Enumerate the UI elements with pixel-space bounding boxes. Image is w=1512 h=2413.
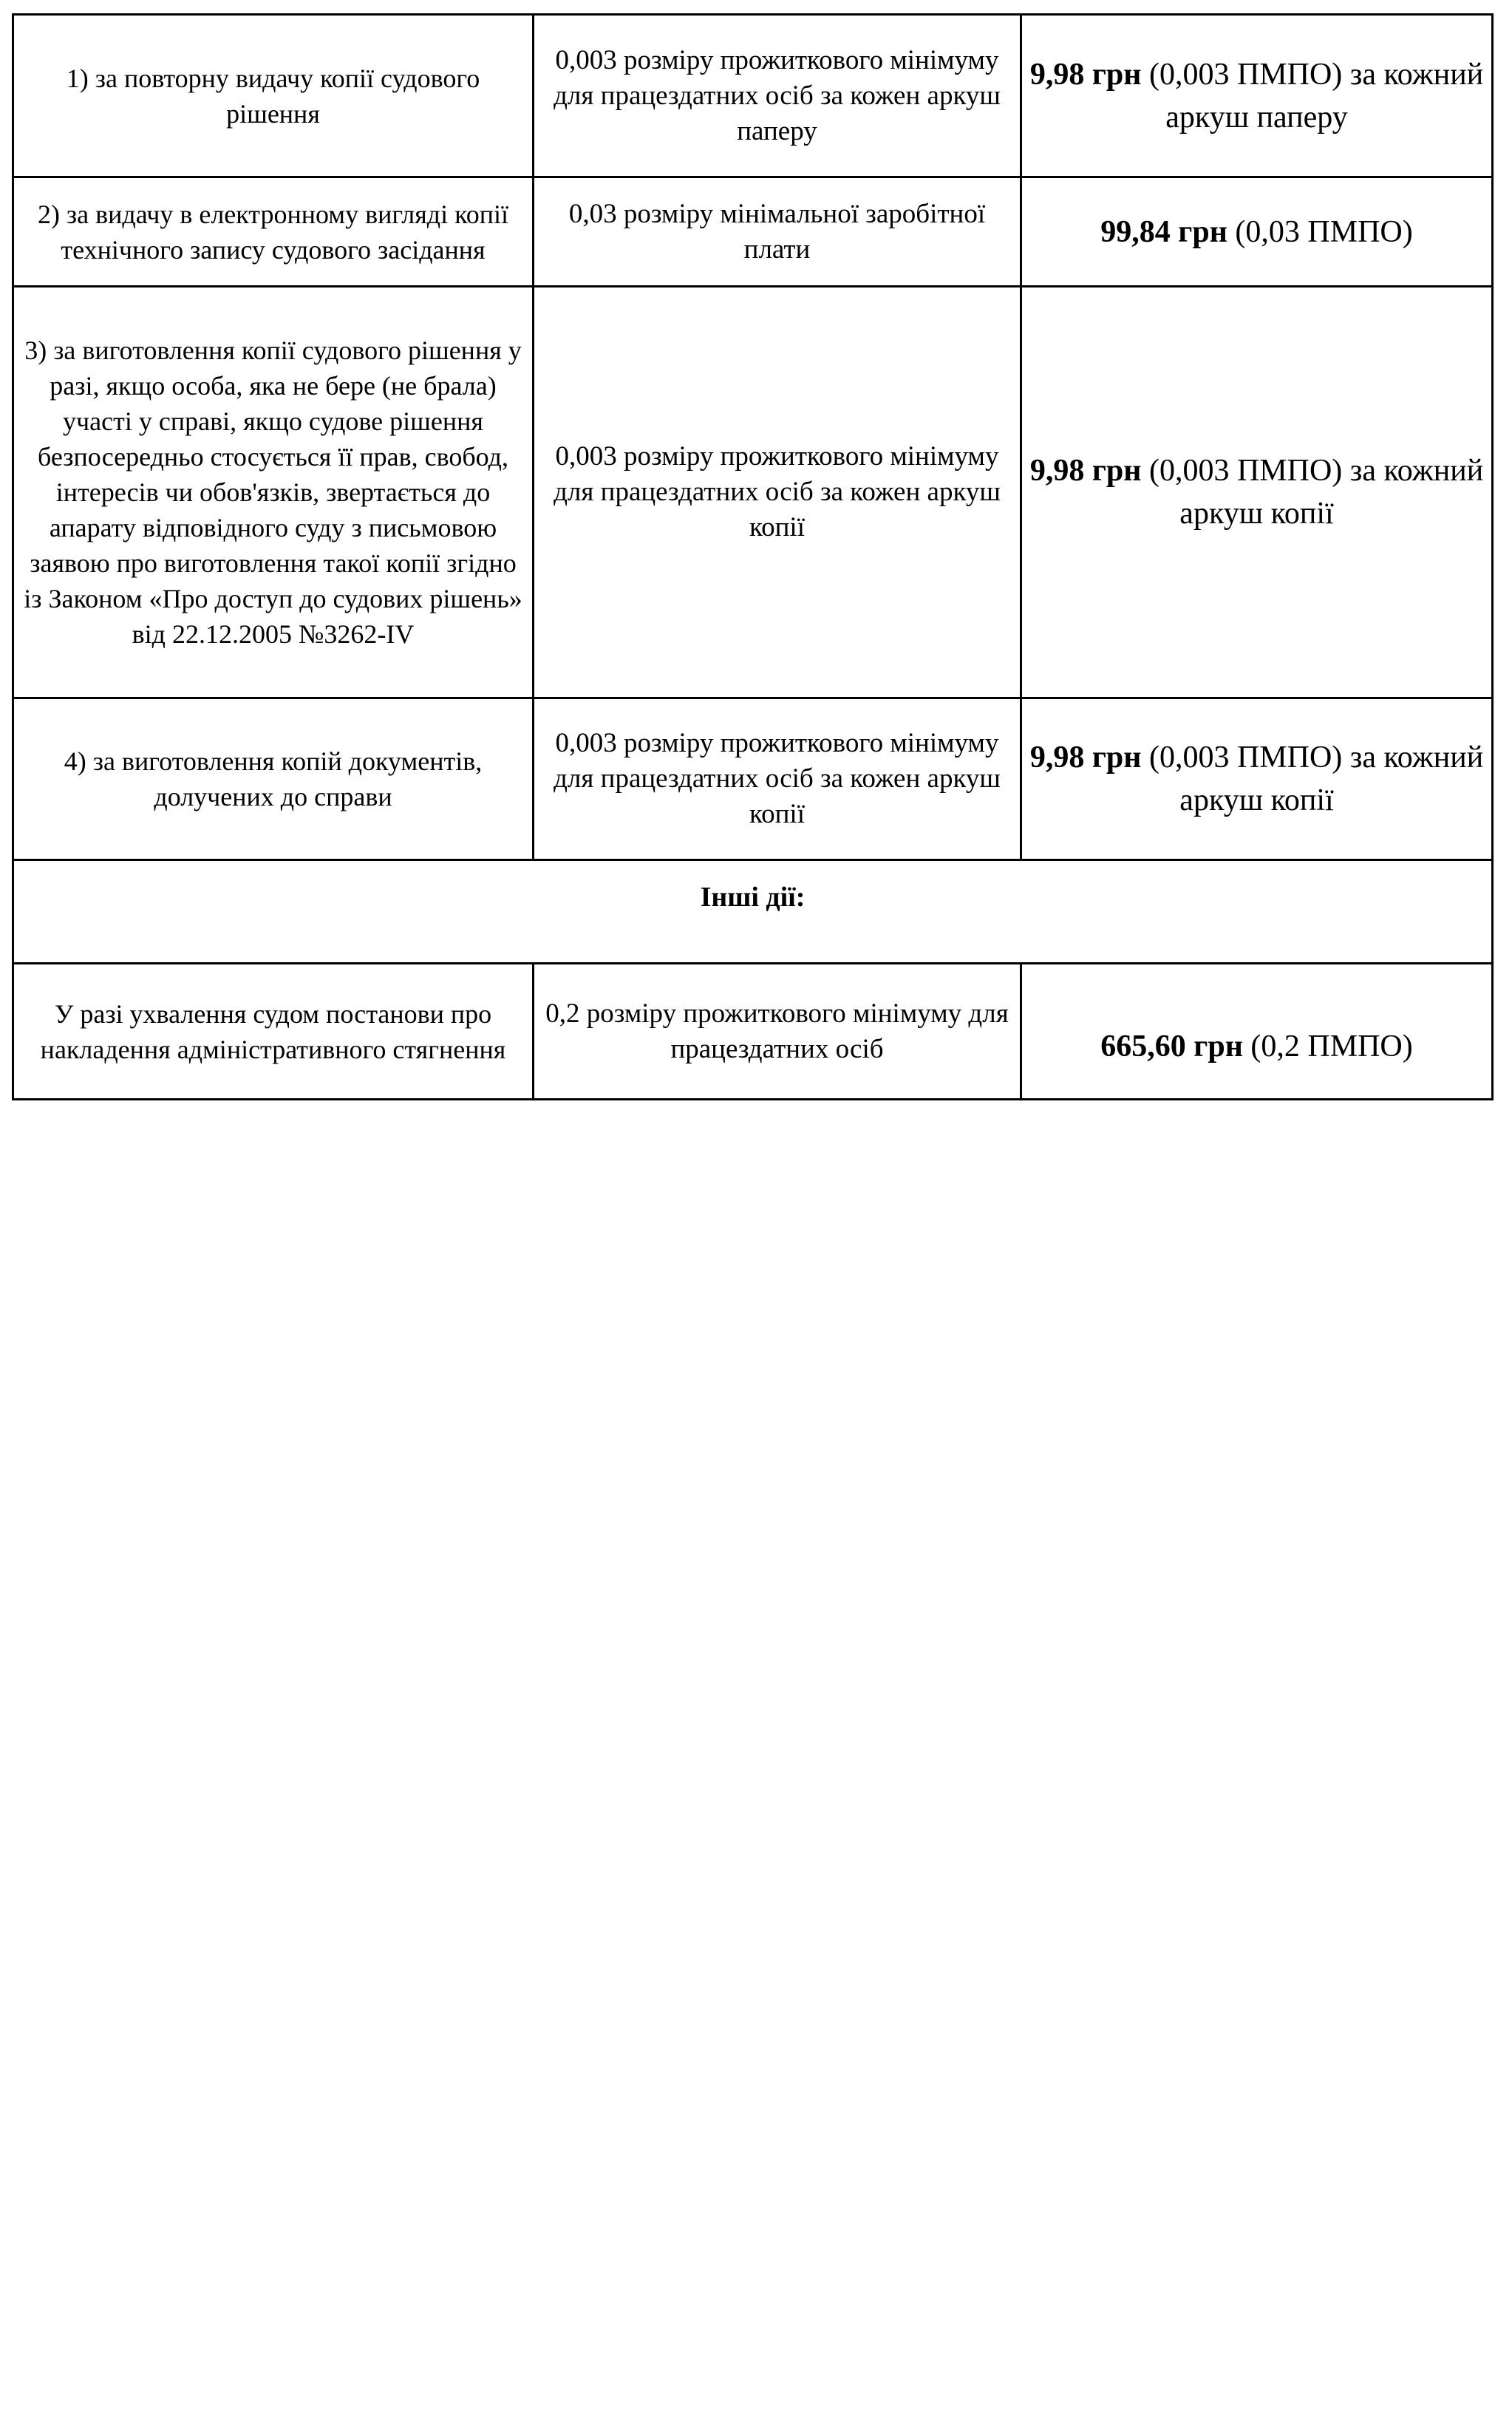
section-heading: Інші дії:: [13, 860, 1493, 964]
fee-amount-value: 9,98 грн: [1029, 57, 1142, 92]
fee-amount-value: 665,60 грн: [1100, 1029, 1243, 1063]
fee-rate-cell: 0,003 розміру прожиткового мінімуму для працездатних осіб за кожен аркуш паперу: [534, 15, 1021, 177]
table-row: [13, 698, 1493, 860]
fee-amount-note: (0,003 ПМПО) за кожний аркуш паперу: [1141, 57, 1484, 135]
table-row: [13, 177, 1493, 287]
fee-amount-cell: [1021, 287, 1493, 698]
fee-rate-cell: 0,2 розміру прожиткового мінімуму для працездатних осіб: [534, 964, 1021, 1100]
fee-amount-note: (0,003 ПМПО) за кожний аркуш копії: [1141, 454, 1484, 531]
fee-amount-note: (0,2 ПМПО): [1242, 1029, 1413, 1063]
service-description-cell: У разі ухвалення судом постанови про накладення адміністративного стягнення: [13, 964, 534, 1100]
table-row: [13, 15, 1493, 177]
fee-amount-note: (0,03 ПМПО): [1227, 214, 1413, 249]
fee-amount-cell: [1021, 15, 1493, 177]
fee-rate-cell: 0,003 розміру прожиткового мінімуму для працездатних осіб за кожен аркуш копії: [534, 698, 1021, 860]
court-fees-table: [12, 13, 1494, 1100]
fee-rate-cell: 0,003 розміру прожиткового мінімуму для працездатних осіб за кожен аркуш копії: [534, 287, 1021, 698]
service-description-cell: 3) за виготовлення копії судового рішення у разі, якщо особа, яка не бере (не брала) участі у справі, якщо судове рішення безпосередньо стосується її прав, свобод, інтересів чи обов'язків, звертається до апарату відповідного суду з письмовою заявою про виготовлення такої копії згідно із Законом «Про доступ до судових рішень» від 22.12.2005 №3262-IV: [13, 287, 534, 698]
fee-rate-cell: 0,03 розміру мінімальної заробітної плати: [534, 177, 1021, 287]
service-description-cell: 4) за виготовлення копій документів, долучених до справи: [13, 698, 534, 860]
fee-amount-cell: [1021, 964, 1493, 1100]
fee-amount-cell: [1021, 698, 1493, 860]
fee-amount-note: (0,003 ПМПО) за кожний аркуш копії: [1141, 741, 1484, 817]
fee-amount-value: 9,98 грн: [1029, 454, 1142, 488]
service-description-cell: 1) за повторну видачу копії судового рішення: [13, 15, 534, 177]
service-description-cell: 2) за видачу в електронному вигляді копії технічного запису судового засідання: [13, 177, 534, 287]
fee-amount-cell: [1021, 177, 1493, 287]
section-heading-row: [13, 860, 1493, 964]
table-row: [13, 964, 1493, 1100]
fee-amount-value: 9,98 грн: [1029, 741, 1142, 775]
fee-amount-value: 99,84 грн: [1100, 214, 1227, 249]
table-row: [13, 287, 1493, 698]
